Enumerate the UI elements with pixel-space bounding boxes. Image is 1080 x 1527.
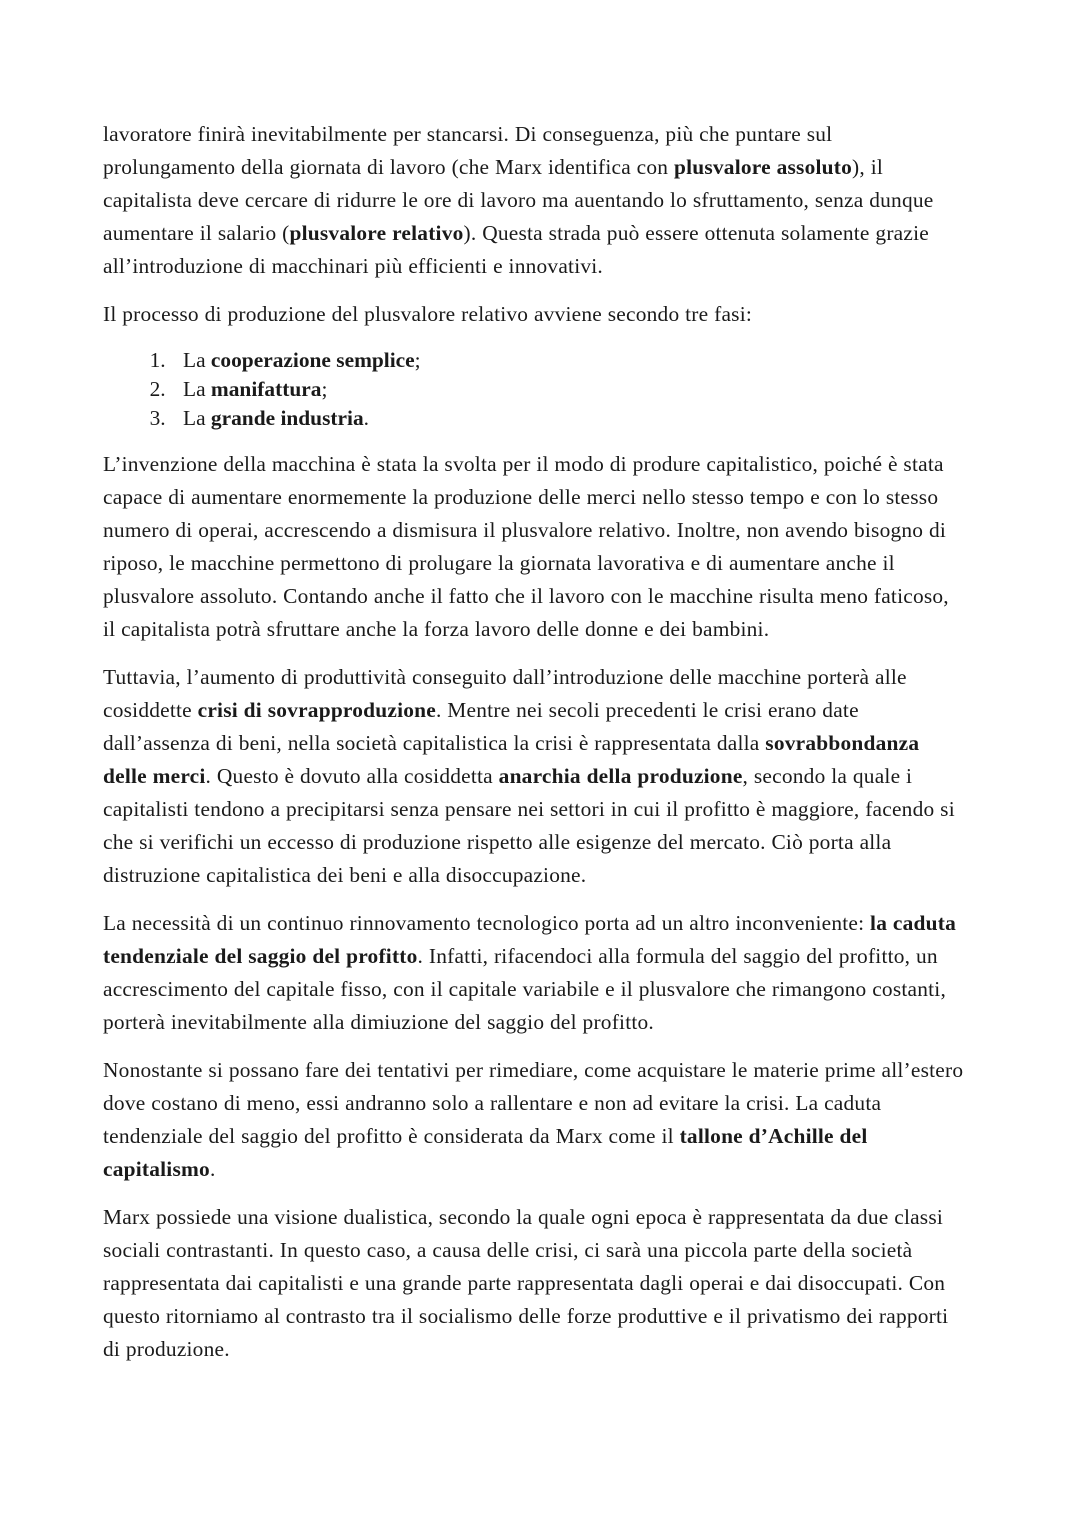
- bold-term-tallone-achille: tallone d’Achille del capitalismo: [103, 1124, 868, 1181]
- text-run: . Infatti, rifacendoci alla formula del saggio del profitto, un accrescimento del capitale fisso, con il capitale variabile e il plusvalore che rimangono costanti, porterà inevitabilmente alla dimiuzione del saggio del profitto.: [103, 944, 947, 1034]
- text-run: Nonostante si possano fare dei tentativi per rimediare, come acquistare le materie prime all’estero dove costano di meno, essi andranno solo a rallentare e non ad evitare la crisi. La caduta tendenziale del saggio del profitto è considerata da Marx come il: [103, 1058, 964, 1148]
- text-run: Tuttavia, l’aumento di produttività conseguito dall’introduzione delle macchine porterà alle cosiddette: [103, 665, 907, 722]
- text-run: lavoratore finirà inevitabilmente per stancarsi. Di conseguenza, più che puntare sul prolungamento della giornata di lavoro (che Marx identifica con: [103, 122, 833, 179]
- paragraph-plusvalore: [103, 118, 965, 283]
- list-item: [171, 346, 965, 375]
- list-item-suffix: ;: [321, 377, 328, 401]
- phase-list: [103, 346, 965, 433]
- document-body: [103, 118, 965, 1366]
- paragraph-invenzione-macchina: L’invenzione della macchina è stata la svolta per il modo di produre capitalistico, poiché è stata capace di aumentare enormemente la produzione delle merci nello stesso tempo e con lo stesso numero di operai, accrescendo a dismisura il plusvalore relativo. Inoltre, non avendo bisogno di riposo, le macchine permettono di prolugare la giornata lavorativa e di aumentare anche il plusvalore assoluto. Contando anche il fatto che il lavoro con le macchine risulta meno faticoso, il capitalista potrà sfruttare anche la forza lavoro delle donne e dei bambini.: [103, 452, 949, 641]
- list-item: [171, 375, 965, 404]
- text-run: .: [209, 1157, 216, 1181]
- list-item-prefix: La: [183, 377, 211, 401]
- list-item-term: cooperazione semplice: [210, 348, 415, 372]
- list-item-term: manifattura: [210, 377, 322, 401]
- list-item-term: grande industria: [210, 406, 364, 430]
- list-item-prefix: La: [183, 348, 211, 372]
- text-run: La necessità di un continuo rinnovamento tecnologico porta ad un altro inconveniente:: [103, 911, 871, 935]
- bold-term-caduta-tendenziale: la caduta tendenziale del saggio del profitto: [103, 911, 956, 968]
- paragraph-caduta-tendenziale: [103, 907, 965, 1039]
- list-item-suffix: ;: [414, 348, 421, 372]
- paragraph-tallone-achille: [103, 1054, 965, 1186]
- bold-term-sovrabbondanza-merci: sovrabbondanza delle merci: [103, 731, 920, 788]
- text-run: , secondo la quale i capitalisti tendono a precipitarsi senza pensare nei settori in cui il profitto è maggiore, facendo si che si verifichi un eccesso di produzione rispetto alle esigenze del mercato. Ciò porta alla distruzione capitalistica dei beni e alla disoccupazione.: [103, 764, 955, 887]
- bold-term-plusvalore-assoluto: plusvalore assoluto: [673, 155, 853, 179]
- list-item: [171, 404, 965, 433]
- bold-term-anarchia-produzione: anarchia della produzione: [498, 764, 743, 788]
- bold-term-plusvalore-relativo: plusvalore relativo: [289, 221, 464, 245]
- text-run: . Questo è dovuto alla cosiddetta: [205, 764, 499, 788]
- text-run: ), il capitalista deve cercare di ridurre le ore di lavoro ma auentando lo sfruttamento, senza dunque aumentare il salario (: [103, 155, 934, 245]
- bold-term-crisi-sovrapproduzione: crisi di sovrapproduzione: [197, 698, 436, 722]
- text-run: . Mentre nei secoli precedenti le crisi erano date dall’assenza di beni, nella società capitalistica la crisi è rappresentata dalla: [103, 698, 859, 755]
- list-item-prefix: La: [183, 406, 211, 430]
- list-item-suffix: .: [363, 406, 370, 430]
- text-run: ). Questa strada può essere ottenuta solamente grazie all’introduzione di macchinari più efficienti e innovativi.: [103, 221, 929, 278]
- paragraph-tre-fasi-intro: Il processo di produzione del plusvalore relativo avviene secondo tre fasi:: [103, 302, 753, 326]
- paragraph-visione-dualistica: Marx possiede una visione dualistica, secondo la quale ogni epoca è rappresentata da due classi sociali contrastanti. In questo caso, a causa delle crisi, ci sarà una piccola parte della società rappresentata dai capitalisti e una grande parte rappresentata dagli operai e dai disoccupati. Con questo ritorniamo al contrasto tra il socialismo delle forze produttive e il privatismo dei rapporti di produzione.: [103, 1205, 949, 1361]
- paragraph-crisi-sovrapproduzione: [103, 661, 965, 892]
